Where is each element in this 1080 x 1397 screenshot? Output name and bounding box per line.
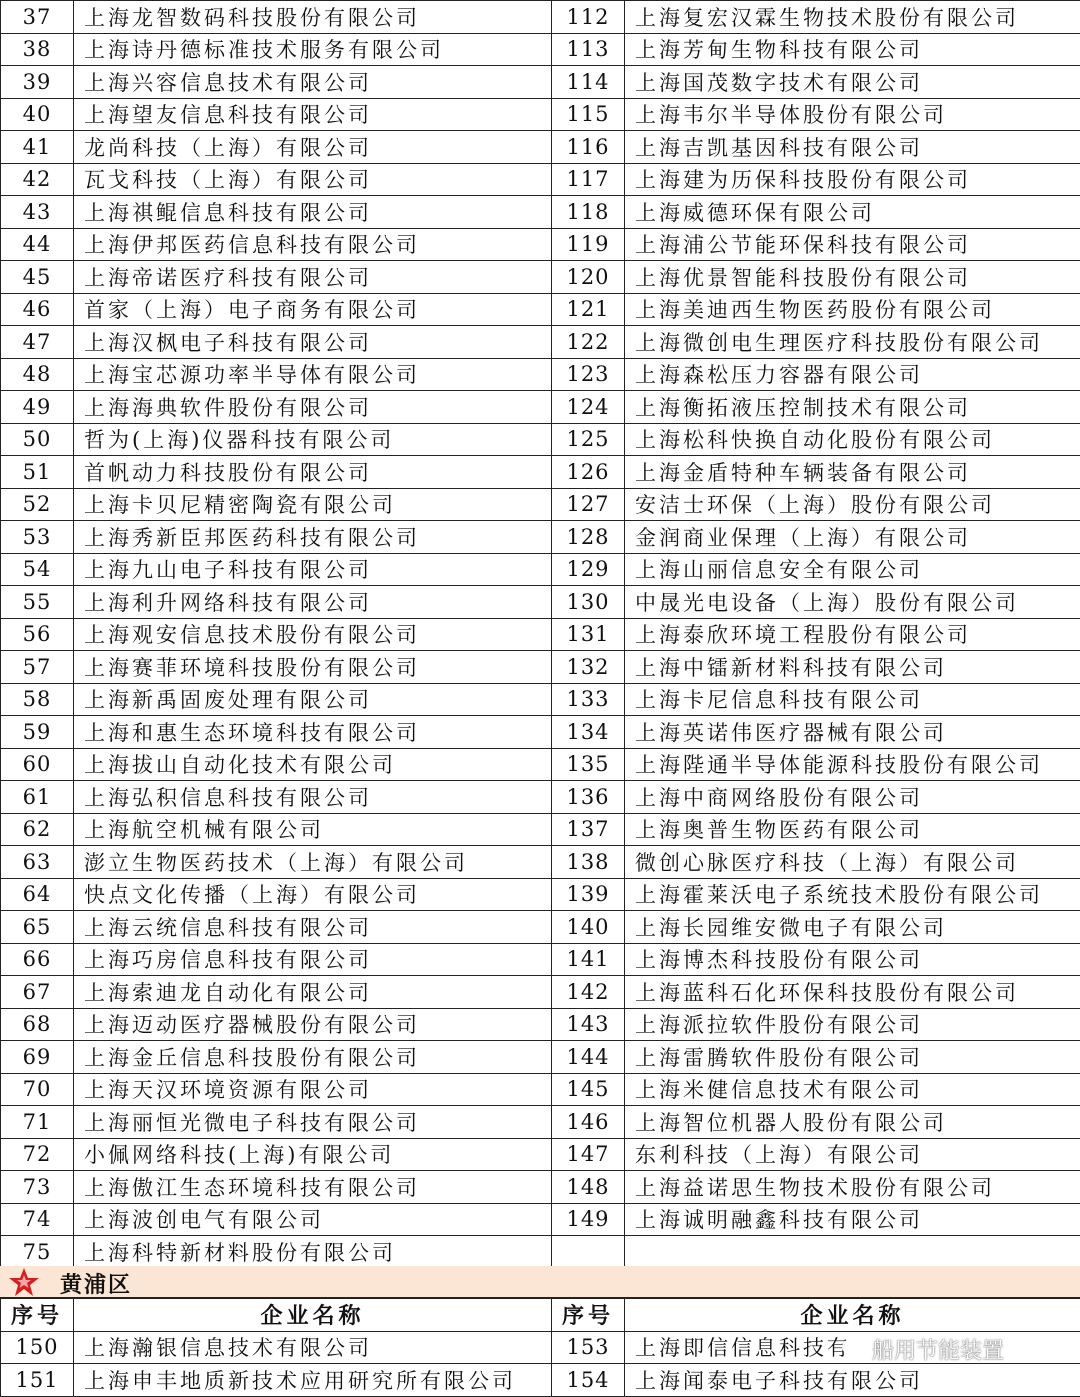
row-number: 66 — [1, 943, 74, 976]
company-name: 上海奥普生物医药有限公司 — [625, 813, 1080, 846]
column-header-name: 企业名称 — [74, 1299, 552, 1332]
row-number: 44 — [1, 228, 74, 261]
row-number: 137 — [552, 813, 625, 846]
company-name: 上海祺鲲信息科技有限公司 — [74, 196, 552, 229]
company-name: 上海威德环保有限公司 — [625, 196, 1080, 229]
row-number: 75 — [1, 1236, 74, 1269]
row-number: 62 — [1, 813, 74, 846]
company-name: 上海森松压力容器有限公司 — [625, 358, 1080, 391]
company-name: 上海巧房信息科技有限公司 — [74, 943, 552, 976]
row-number: 128 — [552, 521, 625, 554]
row-number: 117 — [552, 163, 625, 196]
table-row — [1, 1236, 1080, 1269]
row-number: 52 — [1, 488, 74, 521]
row-number: 50 — [1, 423, 74, 456]
row-number: 61 — [1, 781, 74, 814]
row-number: 138 — [552, 846, 625, 879]
row-number: 72 — [1, 1138, 74, 1171]
row-number: 54 — [1, 553, 74, 586]
table-row — [1, 911, 1080, 944]
column-header-no: 序号 — [1, 1299, 74, 1332]
row-number: 49 — [1, 391, 74, 424]
company-name: 上海博杰科技股份有限公司 — [625, 943, 1080, 976]
company-name: 上海申丰地质新技术应用研究所有限公司 — [74, 1364, 552, 1397]
table-row — [1, 651, 1080, 684]
row-number: 130 — [552, 586, 625, 619]
table-row — [1, 1106, 1080, 1139]
row-number: 129 — [552, 553, 625, 586]
company-name: 上海闻泰电子科技有限公司 — [625, 1364, 1080, 1397]
row-number: 147 — [552, 1138, 625, 1171]
company-name: 上海浦公节能环保科技有限公司 — [625, 228, 1080, 261]
row-number: 139 — [552, 878, 625, 911]
company-name: 上海望友信息科技有限公司 — [74, 98, 552, 131]
row-number: 122 — [552, 326, 625, 359]
company-name: 上海金丘信息科技股份有限公司 — [74, 1041, 552, 1074]
row-number: 119 — [552, 228, 625, 261]
company-name: 上海诗丹德标准技术服务有限公司 — [74, 33, 552, 66]
company-name: 上海拔山自动化技术有限公司 — [74, 748, 552, 781]
row-number: 39 — [1, 66, 74, 99]
company-name: 澎立生物医药技术（上海）有限公司 — [74, 846, 552, 879]
table-row — [1, 33, 1080, 66]
company-name — [625, 1236, 1080, 1269]
company-name: 上海金盾特种车辆装备有限公司 — [625, 456, 1080, 489]
row-number: 118 — [552, 196, 625, 229]
row-number: 115 — [552, 98, 625, 131]
row-number — [552, 1236, 625, 1269]
row-number: 127 — [552, 488, 625, 521]
row-number: 150 — [1, 1331, 74, 1364]
company-name: 上海智位机器人股份有限公司 — [625, 1106, 1080, 1139]
row-number: 45 — [1, 261, 74, 294]
company-name: 上海九山电子科技有限公司 — [74, 553, 552, 586]
company-name: 上海海典软件股份有限公司 — [74, 391, 552, 424]
company-name: 上海科特新材料股份有限公司 — [74, 1236, 552, 1269]
row-number: 132 — [552, 651, 625, 684]
row-number: 58 — [1, 683, 74, 716]
company-name: 安洁士环保（上海）股份有限公司 — [625, 488, 1080, 521]
row-number: 124 — [552, 391, 625, 424]
company-name: 上海天汉环境资源有限公司 — [74, 1073, 552, 1106]
table-row — [1, 293, 1080, 326]
row-number: 113 — [552, 33, 625, 66]
table-row — [1, 326, 1080, 359]
table-row — [1, 1073, 1080, 1106]
company-name: 上海迈动医疗器械股份有限公司 — [74, 1008, 552, 1041]
row-number: 51 — [1, 456, 74, 489]
company-name: 上海霍莱沃电子系统技术股份有限公司 — [625, 878, 1080, 911]
company-name: 上海泰欣环境工程股份有限公司 — [625, 618, 1080, 651]
table-row — [1, 1203, 1080, 1236]
table-row — [1, 456, 1080, 489]
row-number: 135 — [552, 748, 625, 781]
table-row — [1, 1041, 1080, 1074]
table-row — [1, 423, 1080, 456]
company-name: 上海新禹固废处理有限公司 — [74, 683, 552, 716]
row-number: 142 — [552, 976, 625, 1009]
company-name: 上海美迪西生物医药股份有限公司 — [625, 293, 1080, 326]
row-number: 59 — [1, 716, 74, 749]
company-name: 上海蓝科石化环保科技股份有限公司 — [625, 976, 1080, 1009]
watermark-text: 船用节能装置 — [872, 1338, 1005, 1364]
table-row — [1, 1138, 1080, 1171]
row-number: 149 — [552, 1203, 625, 1236]
table-row — [1, 1008, 1080, 1041]
company-name: 上海芳甸生物科技有限公司 — [625, 33, 1080, 66]
row-number: 41 — [1, 131, 74, 164]
company-name: 上海中商网络股份有限公司 — [625, 781, 1080, 814]
row-number: 153 — [552, 1331, 625, 1364]
company-name: 快点文化传播（上海）有限公司 — [74, 878, 552, 911]
row-number: 64 — [1, 878, 74, 911]
row-number: 131 — [552, 618, 625, 651]
row-number: 154 — [552, 1364, 625, 1397]
row-number: 46 — [1, 293, 74, 326]
row-number: 126 — [552, 456, 625, 489]
company-name: 上海松科快换自动化股份有限公司 — [625, 423, 1080, 456]
row-number: 48 — [1, 358, 74, 391]
table-row — [1, 586, 1080, 619]
row-number: 148 — [552, 1171, 625, 1204]
company-name: 上海益诺思生物技术股份有限公司 — [625, 1171, 1080, 1204]
company-name: 上海微创电生理医疗科技股份有限公司 — [625, 326, 1080, 359]
watermark — [842, 1333, 1004, 1365]
company-name: 龙尚科技（上海）有限公司 — [74, 131, 552, 164]
row-number: 123 — [552, 358, 625, 391]
company-name: 上海山丽信息安全有限公司 — [625, 553, 1080, 586]
row-number: 114 — [552, 66, 625, 99]
company-name: 上海龙智数码科技股份有限公司 — [74, 1, 552, 34]
district-section-header — [0, 1266, 1080, 1298]
company-name: 上海派拉软件股份有限公司 — [625, 1008, 1080, 1041]
table-row — [1, 781, 1080, 814]
company-name: 上海建为历保科技股份有限公司 — [625, 163, 1080, 196]
district-title: 黄浦区 — [60, 1273, 133, 1298]
table-row — [1, 716, 1080, 749]
company-name: 上海宝芯源功率半导体有限公司 — [74, 358, 552, 391]
company-name: 上海兴容信息技术有限公司 — [74, 66, 552, 99]
company-name: 瓦戈科技（上海）有限公司 — [74, 163, 552, 196]
company-name: 上海长园维安微电子有限公司 — [625, 911, 1080, 944]
company-name: 上海英诺伟医疗器械有限公司 — [625, 716, 1080, 749]
table-row — [1, 66, 1080, 99]
row-number: 38 — [1, 33, 74, 66]
company-name: 上海伊邦医药信息科技有限公司 — [74, 228, 552, 261]
company-name: 上海波创电气有限公司 — [74, 1203, 552, 1236]
row-number: 141 — [552, 943, 625, 976]
row-number: 70 — [1, 1073, 74, 1106]
company-name: 上海丽恒光微电子科技有限公司 — [74, 1106, 552, 1139]
row-number: 143 — [552, 1008, 625, 1041]
table-row — [1, 813, 1080, 846]
company-name: 上海赛菲环境科技股份有限公司 — [74, 651, 552, 684]
table-row — [1, 553, 1080, 586]
company-name: 上海云统信息科技有限公司 — [74, 911, 552, 944]
column-header-no-right: 序号 — [552, 1299, 625, 1332]
company-name: 微创心脉医疗科技（上海）有限公司 — [625, 846, 1080, 879]
company-name: 中晟光电设备（上海）股份有限公司 — [625, 586, 1080, 619]
wechat-icon — [842, 1338, 868, 1360]
table-row — [1, 748, 1080, 781]
row-number: 63 — [1, 846, 74, 879]
column-header-name-right: 企业名称 — [625, 1299, 1080, 1332]
row-number: 65 — [1, 911, 74, 944]
row-number: 133 — [552, 683, 625, 716]
company-name: 上海国茂数字技术有限公司 — [625, 66, 1080, 99]
table-row — [1, 488, 1080, 521]
company-name: 上海卡贝尼精密陶瓷有限公司 — [74, 488, 552, 521]
company-name: 上海航空机械有限公司 — [74, 813, 552, 846]
row-number: 67 — [1, 976, 74, 1009]
company-name: 上海雷腾软件股份有限公司 — [625, 1041, 1080, 1074]
row-number: 53 — [1, 521, 74, 554]
row-number: 144 — [552, 1041, 625, 1074]
row-number: 71 — [1, 1106, 74, 1139]
company-name: 上海和惠生态环境科技有限公司 — [74, 716, 552, 749]
company-name: 上海弘积信息科技有限公司 — [74, 781, 552, 814]
company-name: 上海观安信息技术股份有限公司 — [74, 618, 552, 651]
table-row — [1, 1, 1080, 34]
row-number: 120 — [552, 261, 625, 294]
company-name: 上海卡尼信息科技有限公司 — [625, 683, 1080, 716]
company-name: 金润商业保理（上海）有限公司 — [625, 521, 1080, 554]
row-number: 60 — [1, 748, 74, 781]
table-row — [1, 683, 1080, 716]
company-name: 上海秀新臣邦医药科技有限公司 — [74, 521, 552, 554]
row-number: 56 — [1, 618, 74, 651]
company-name: 上海韦尔半导体股份有限公司 — [625, 98, 1080, 131]
table-row — [1, 98, 1080, 131]
row-number: 136 — [552, 781, 625, 814]
company-name: 上海索迪龙自动化有限公司 — [74, 976, 552, 1009]
row-number: 55 — [1, 586, 74, 619]
row-number: 43 — [1, 196, 74, 229]
company-name: 上海吉凯基因科技有限公司 — [625, 131, 1080, 164]
company-name: 上海瀚银信息技术有限公司 — [74, 1331, 552, 1364]
star-icon — [8, 1267, 40, 1297]
company-name: 哲为(上海)仪器科技有限公司 — [74, 423, 552, 456]
company-name: 上海汉枫电子科技有限公司 — [74, 326, 552, 359]
table-row — [1, 846, 1080, 879]
table-row — [1, 131, 1080, 164]
company-table-body — [1, 1, 1080, 1269]
table-row — [1, 1171, 1080, 1204]
row-number: 68 — [1, 1008, 74, 1041]
company-name: 上海傲江生态环境科技有限公司 — [74, 1171, 552, 1204]
company-name: 首帆动力科技股份有限公司 — [74, 456, 552, 489]
table-row — [1, 358, 1080, 391]
table-row — [1, 196, 1080, 229]
row-number: 121 — [552, 293, 625, 326]
row-number: 37 — [1, 1, 74, 34]
row-number: 151 — [1, 1364, 74, 1397]
table-row — [1, 521, 1080, 554]
row-number: 116 — [552, 131, 625, 164]
company-name: 上海复宏汉霖生物技术股份有限公司 — [625, 1, 1080, 34]
row-number: 112 — [552, 1, 625, 34]
table-header-row — [1, 1299, 1080, 1332]
company-name: 上海陛通半导体能源科技股份有限公司 — [625, 748, 1080, 781]
row-number: 57 — [1, 651, 74, 684]
company-name: 上海优景智能科技股份有限公司 — [625, 261, 1080, 294]
company-name: 上海衡拓液压控制技术有限公司 — [625, 391, 1080, 424]
table-row — [1, 1364, 1080, 1397]
row-number: 145 — [552, 1073, 625, 1106]
table-row — [1, 228, 1080, 261]
company-name: 小佩网络科技(上海)有限公司 — [74, 1138, 552, 1171]
row-number: 134 — [552, 716, 625, 749]
table-row — [1, 878, 1080, 911]
row-number: 40 — [1, 98, 74, 131]
company-name: 上海帝诺医疗科技有限公司 — [74, 261, 552, 294]
table-row — [1, 261, 1080, 294]
row-number: 42 — [1, 163, 74, 196]
company-name: 上海诚明融鑫科技有限公司 — [625, 1203, 1080, 1236]
row-number: 140 — [552, 911, 625, 944]
row-number: 125 — [552, 423, 625, 456]
table-row — [1, 943, 1080, 976]
company-name: 东利科技（上海）有限公司 — [625, 1138, 1080, 1171]
company-name: 上海中镭新材料科技有限公司 — [625, 651, 1080, 684]
row-number: 73 — [1, 1171, 74, 1204]
company-name: 上海米健信息技术有限公司 — [625, 1073, 1080, 1106]
row-number: 74 — [1, 1203, 74, 1236]
row-number: 69 — [1, 1041, 74, 1074]
table-row — [1, 976, 1080, 1009]
company-name: 首家（上海）电子商务有限公司 — [74, 293, 552, 326]
table-row — [1, 618, 1080, 651]
company-name: 上海利升网络科技有限公司 — [74, 586, 552, 619]
row-number: 47 — [1, 326, 74, 359]
row-number: 146 — [552, 1106, 625, 1139]
table-row — [1, 391, 1080, 424]
company-name: 上海即信信息科技有 — [625, 1331, 1080, 1364]
table-row — [1, 163, 1080, 196]
